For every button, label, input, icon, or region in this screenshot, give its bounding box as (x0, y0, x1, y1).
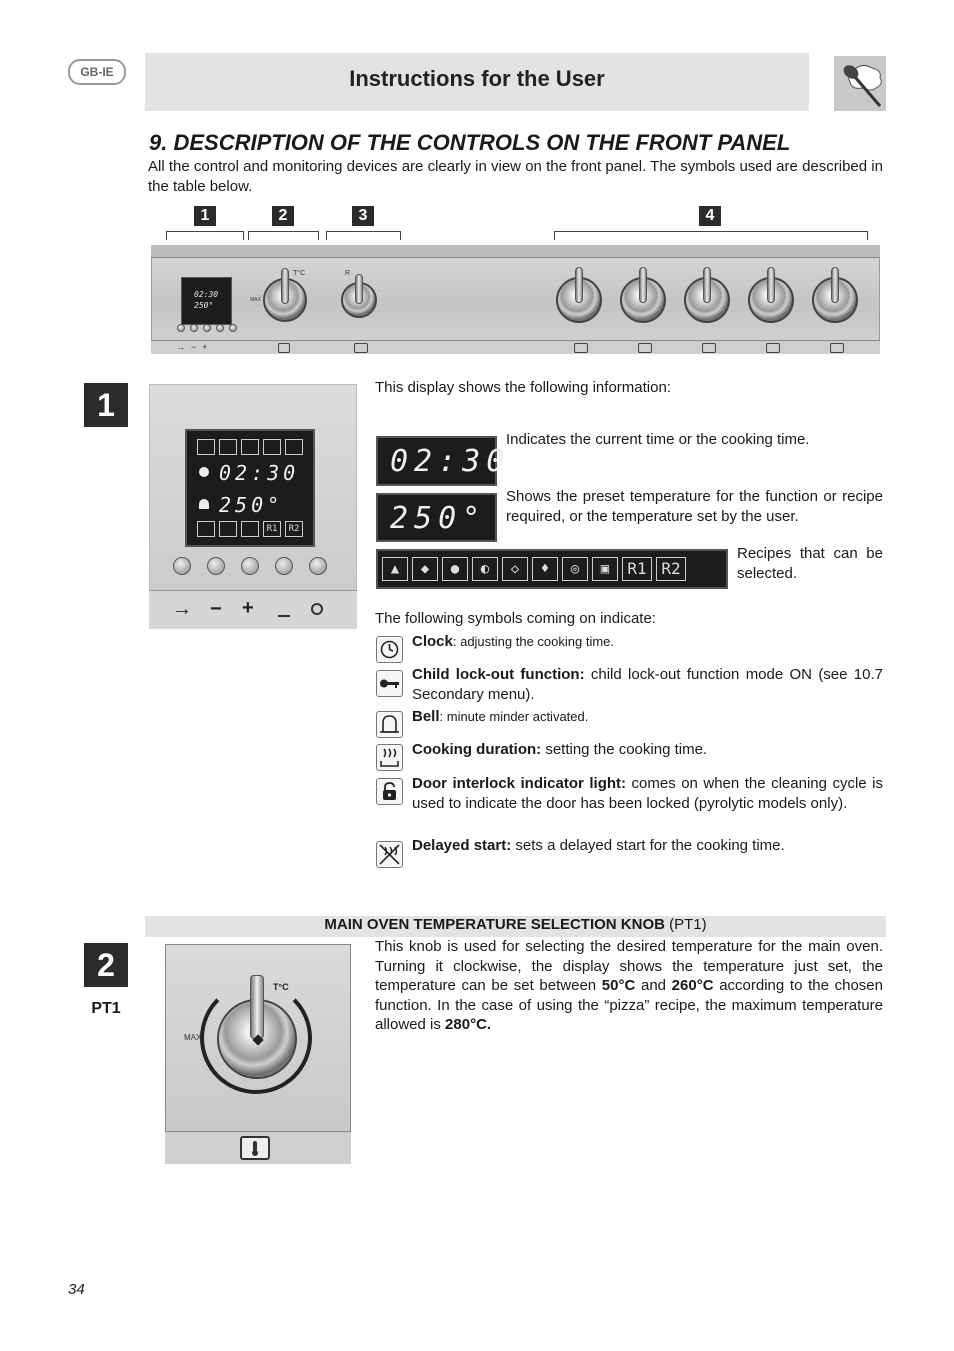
knob-tc-label: T°C (273, 982, 289, 992)
display-dot-icon (199, 467, 209, 477)
page-number: 34 (68, 1281, 85, 1298)
arrow-right-icon: → (172, 598, 192, 620)
hob-knob-2[interactable] (620, 277, 666, 323)
panel-r-label: R (345, 270, 351, 277)
symbol-bell: Bell: minute minder activated. (412, 708, 589, 725)
recipes-description: Recipes that can be selected. (737, 545, 883, 582)
panel-max-label: MAX (250, 297, 261, 303)
hob-knob-4[interactable] (748, 277, 794, 323)
section-heading: 9. DESCRIPTION OF THE CONTROLS ON THE FRONT PANEL (149, 130, 791, 155)
display-button-1[interactable] (173, 557, 191, 575)
time-description: Indicates the current time or the cooking time. (506, 431, 810, 448)
recipe-r2: R2 (656, 557, 686, 581)
knob-code: PT1 (91, 1000, 121, 1017)
thermometer-icon (278, 343, 290, 353)
bracket-1 (166, 231, 244, 240)
symbol-child-lock: Child lock-out function: child lock-out function mode ON (see 10.7 Secondary menu). (412, 666, 883, 703)
page-title: Instructions for the User (349, 66, 605, 91)
section-number-1: 1 (84, 383, 128, 427)
panel-mini-display (181, 277, 232, 325)
key-icon (376, 670, 403, 697)
recipe-lamb-icon: ◐ (472, 557, 498, 581)
burner-icon-4 (766, 343, 780, 353)
display-button-2[interactable] (207, 557, 225, 575)
hob-knob-5[interactable] (812, 277, 858, 323)
plus-icon: + (242, 597, 254, 619)
callout-1: 1 (194, 206, 216, 226)
temp-description: Shows the preset temperature for the function or recipe required, or the temperature set by the user. (506, 488, 883, 525)
mini-time: 02:30 (194, 290, 219, 299)
bracket-2 (248, 231, 319, 240)
display-button-4[interactable] (275, 557, 293, 575)
minus-icon: − (210, 598, 222, 620)
recipe-chicken-icon: ▲ (382, 557, 408, 581)
callout-4: 4 (699, 206, 721, 226)
callout-3: 3 (352, 206, 374, 226)
burner-icon-3 (702, 343, 716, 353)
display-screen: 02:30 250° R1 R2 (185, 429, 315, 547)
burner-icon-2 (638, 343, 652, 353)
bracket-4 (554, 231, 868, 240)
recipe-bar (376, 549, 728, 589)
hob-knob-3[interactable] (684, 277, 730, 323)
cooking-duration-icon (376, 744, 403, 771)
recipe-r1: R1 (622, 557, 652, 581)
chef-spoon-icon (834, 56, 886, 111)
display-bell-icon (199, 499, 209, 509)
display-button-5[interactable] (309, 557, 327, 575)
recipe-roast-icon: ● (442, 557, 468, 581)
symbol-cooking-duration: Cooking duration: setting the cooking time. (412, 741, 708, 758)
knob-heading: MAIN OVEN TEMPERATURE SELECTION KNOB (PT1) (324, 916, 707, 933)
panel-button-symbols: →−+ (176, 342, 214, 352)
display-temp: 250° (219, 493, 284, 517)
temp-knob[interactable] (217, 999, 297, 1079)
thermometer-icon (240, 1136, 270, 1160)
bell-icon (376, 711, 403, 738)
function-icon (354, 343, 368, 353)
callout-2: 2 (272, 206, 294, 226)
display-intro: This display shows the following information: (375, 379, 671, 396)
hob-knob-1[interactable] (556, 277, 602, 323)
recipe-game-icon: ♦ (532, 557, 558, 581)
display-button-3[interactable] (241, 557, 259, 575)
region-badge: GB-IE (68, 59, 126, 85)
display-time: 02:30 (219, 461, 300, 485)
burner-icon-5 (830, 343, 844, 353)
panel-function-knob[interactable] (341, 282, 377, 318)
bracket-3 (326, 231, 401, 240)
recipe-pig-icon: ◆ (412, 557, 438, 581)
knob-max-label: MAX (184, 1033, 202, 1042)
symbol-delayed-start: Delayed start: sets a delayed start for the cooking time. (412, 837, 785, 854)
cooking-duration-icon (278, 603, 290, 617)
panel-top-strip (151, 245, 880, 258)
mini-temp: 250° (194, 301, 214, 310)
temp-display: 250° (376, 493, 497, 542)
recipe-cake-icon: ▣ (592, 557, 618, 581)
burner-icon-1 (574, 343, 588, 353)
symbols-intro: The following symbols coming on indicate: (375, 610, 656, 627)
padlock-icon (376, 778, 403, 805)
section-number-2: 2 (84, 943, 128, 987)
symbol-door-interlock: Door interlock indicator light: comes on when the cleaning cycle is used to indicate the door has been locked (pyrolytic models only). (412, 775, 883, 812)
panel-mini-buttons (177, 324, 237, 334)
clock-icon (376, 636, 403, 663)
panel-temp-knob[interactable] (263, 278, 307, 322)
knob-description: This knob is used for selecting the desired temperature for the main oven. Turning it clockwise, the display shows the temperature just set, the temperature can be set between 50°C and 260°C according to the chosen function. In the case of using the “pizza” recipe, the maximum temperature allowed is 280°C. (375, 938, 883, 1033)
time-display: 02:30 (376, 436, 497, 486)
recipe-fish-icon: ◇ (502, 557, 528, 581)
clock-icon (311, 603, 323, 615)
delayed-start-icon (376, 841, 403, 868)
section-intro: All the control and monitoring devices are clearly in view on the front panel. The symbols used are described in the table below. (148, 158, 883, 195)
panel-tc-label: T°C (293, 270, 306, 277)
recipe-pizza-icon: ◎ (562, 557, 588, 581)
symbol-clock: Clock: adjusting the cooking time. (412, 633, 615, 650)
